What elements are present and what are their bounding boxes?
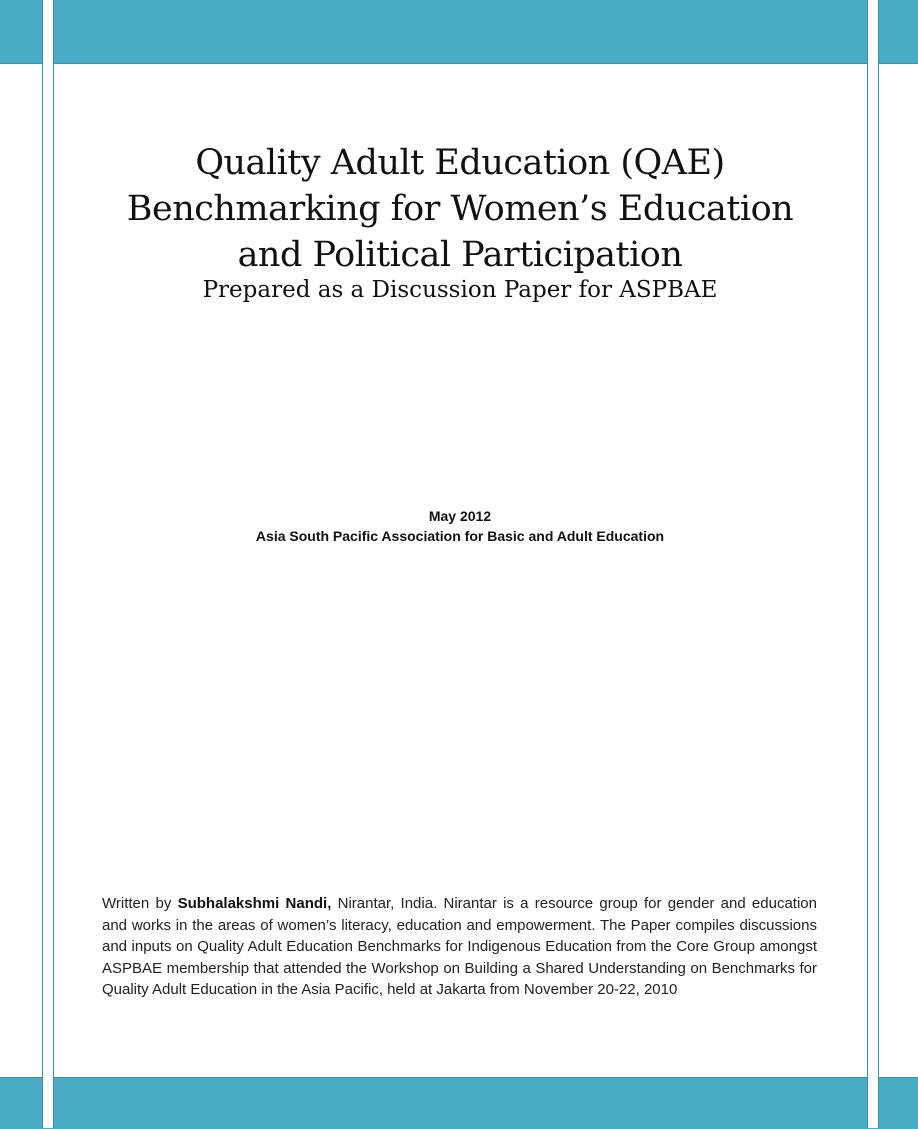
author-prefix: Written by (102, 895, 178, 912)
title-line-3: and Political Participation (237, 235, 683, 275)
author-note-body: Nirantar, India. Nirantar is a resource group for gender and education and works in the areas of women’s literacy, education and empowerment. The Paper compiles discussions and inputs on Quality Adult Education Benchmarks for Indigenous Education from the Core Group amongst ASPBAE membership that attended the Workshop on Building a Shared Understanding on Benchmarks for Quality Adult Education in the Asia Pacific, held at Jakarta from November 20-22, 2010 (102, 895, 817, 999)
left-vertical-stripe (42, 0, 54, 1128)
title-block (60, 140, 860, 306)
bottom-decorative-band (0, 1077, 918, 1129)
title-line-1: Quality Adult Education (QAE) (195, 143, 725, 183)
top-decorative-band (0, 0, 918, 64)
author-note (102, 893, 817, 1001)
subtitle: Prepared as a Discussion Paper for ASPBAE (202, 277, 718, 303)
title-line-2: Benchmarking for Women’s Education (126, 189, 794, 229)
publication-date: May 2012 (428, 508, 492, 524)
organization-name: Asia South Pacific Association for Basic and Adult Education (255, 528, 665, 544)
author-name: Subhalakshmi Nandi, (177, 895, 332, 912)
publication-meta (60, 506, 860, 546)
right-vertical-stripe (867, 0, 879, 1128)
